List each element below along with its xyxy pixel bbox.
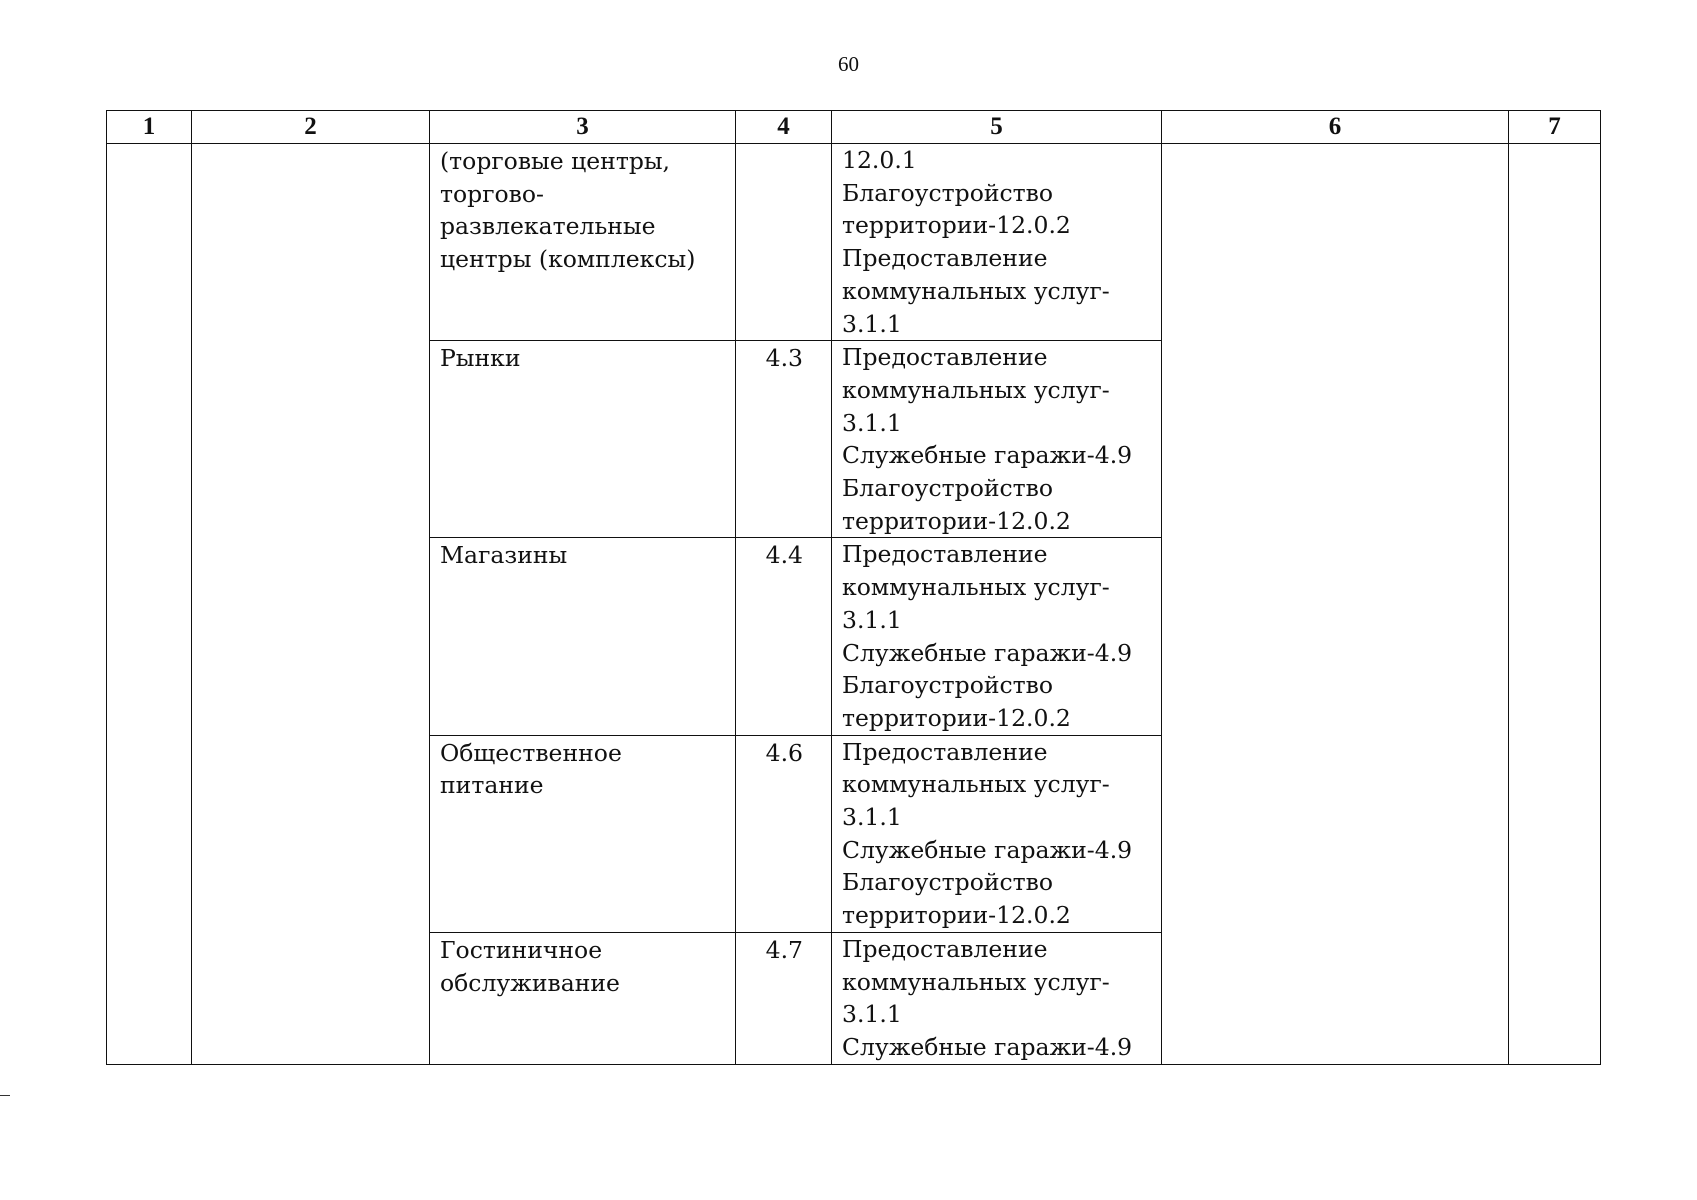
use-code-cell — [736, 735, 832, 932]
margin-mark — [0, 1095, 10, 1096]
header-row — [107, 111, 1601, 144]
column-header-2: 2 — [192, 111, 430, 144]
auxiliary-uses-cell — [832, 735, 1162, 932]
use-code-cell — [736, 538, 832, 735]
use-code — [736, 144, 831, 145]
use-name-cell — [430, 538, 736, 735]
column-6-cell — [1162, 144, 1509, 1065]
column-header-7: 7 — [1509, 111, 1601, 144]
column-2-cell — [192, 144, 430, 1065]
auxiliary-uses: Предоставление коммунальных услуг- 3.1.1 Служебные гаражи-4.9 Благоустройство территории-12.0.2 — [842, 540, 1133, 732]
use-code: 4.7 — [765, 935, 803, 964]
use-name-cell — [430, 735, 736, 932]
auxiliary-uses-cell — [832, 932, 1162, 1064]
column-header-3: 3 — [430, 111, 736, 144]
column-header-1: 1 — [107, 111, 192, 144]
page-number: 60 — [838, 52, 859, 76]
use-code-cell — [736, 144, 832, 341]
auxiliary-uses-cell — [832, 341, 1162, 538]
auxiliary-uses-cell — [832, 538, 1162, 735]
column-7-cell — [1509, 144, 1601, 1065]
use-name: Гостиничное обслуживание — [440, 935, 620, 997]
column-header-4: 4 — [736, 111, 832, 144]
auxiliary-uses: 12.0.1 Благоустройство территории-12.0.2 Предоставление коммунальных услуг- 3.1.1 — [842, 146, 1110, 338]
use-code: 4.3 — [765, 344, 803, 373]
auxiliary-uses: Предоставление коммунальных услуг- 3.1.1 Служебные гаражи-4.9 Благоустройство территории-12.0.2 — [842, 737, 1133, 930]
auxiliary-uses: Предоставление коммунальных услуг- 3.1.1 Служебные гаражи-4.9 — [842, 934, 1133, 1061]
use-code-cell — [736, 341, 832, 538]
use-name: Рынки — [440, 344, 521, 373]
column-header-6: 6 — [1162, 111, 1509, 144]
table-row — [107, 144, 1601, 341]
use-name: Общественное питание — [440, 738, 622, 800]
use-name: Магазины — [440, 541, 568, 570]
use-code-cell — [736, 932, 832, 1064]
column-1-cell — [107, 144, 192, 1065]
auxiliary-uses-cell — [832, 144, 1162, 341]
zoning-table — [106, 110, 1601, 1065]
use-name-cell — [430, 932, 736, 1064]
use-name-cell — [430, 144, 736, 341]
use-name: (торговые центры, торгово- развлекательные центры (комплексы) — [440, 147, 696, 274]
use-code: 4.6 — [765, 738, 803, 767]
use-name-cell — [430, 341, 736, 538]
column-header-5: 5 — [832, 111, 1162, 144]
use-code: 4.4 — [765, 541, 803, 570]
auxiliary-uses: Предоставление коммунальных услуг- 3.1.1 Служебные гаражи-4.9 Благоустройство территории-12.0.2 — [842, 343, 1133, 535]
